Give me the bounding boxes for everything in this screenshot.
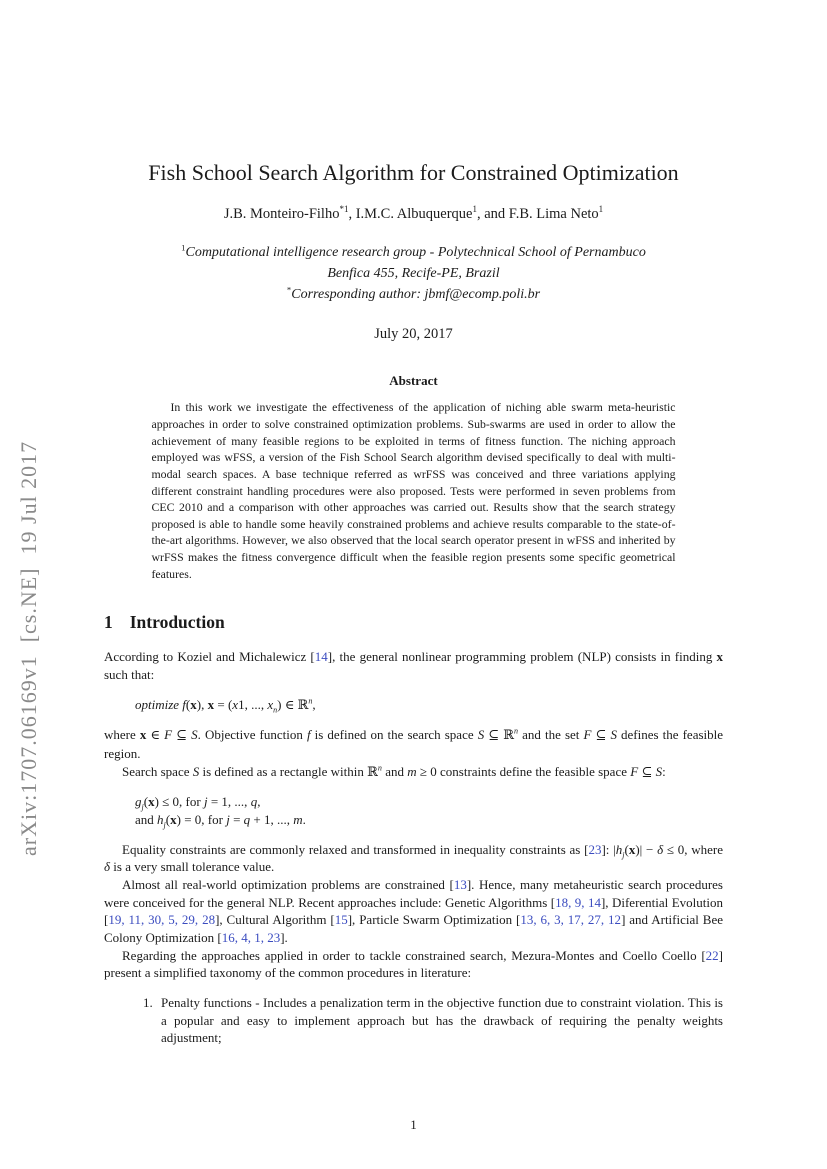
arxiv-watermark: arXiv:1707.06169v1 [cs.NE] 19 Jul 2017 <box>16 440 41 856</box>
section-number: 1 <box>104 612 113 633</box>
author-line: J.B. Monteiro-Filho$^{*1}$, I.M.C. Albuquerque$^1$, and F.B. Lima Neto$^1$ <box>223 204 604 223</box>
abstract-text: In this work we investigate the effectiveness of the application of niching able swarm meta-heuristic approaches in order to solve constrained optimization problems. Sub-swarms are used in order to allow the achievement of many feasible regions to be exploited in terms of fitness function. The niching approach employed was wFSS, a version of the Fish School Search algorithm devised specifically to deal with multi-modal search spaces. A base technique referred as wrFSS was conceived and three variations applying different constraint handling procedures were also proposed. Tests were performed in seven problems from CEC 2010 and a comparison with other approaches was carried out. Results show that the search strategy proposed is able to handle some heavily constrained problems and achieve results comparable to the state-of-the-art algorithms. However, we also observed that the local search operator present in wFSS and inherited by wrFSS makes the fitness convergence difficult when the feasible region presents some specific geometrical features. <box>151 400 676 581</box>
paper-content <box>104 0 723 1047</box>
citation-link[interactable]: 22 <box>705 947 719 963</box>
equation-constraints-line-2: and $h_j(x) = 0$, for j = q + 1, ..., m. <box>135 811 306 830</box>
taxonomy-list <box>143 994 723 1047</box>
citation-link[interactable]: 18, 9, 14 <box>555 894 601 910</box>
paragraph-taxonomy: Regarding the approaches applied in order to tackle constrained search, Mezura-Montes and Coello Coello [22] present a simplified taxonomy of the common procedures in literature: <box>104 947 723 981</box>
citation-link[interactable]: 23 <box>588 841 602 857</box>
citation-link[interactable]: 14 <box>314 649 328 665</box>
affiliation-line-1: $^1$Computational intelligence research group - Polytechnical School of Pernambuco <box>181 242 646 261</box>
section-title: Introduction <box>129 612 225 633</box>
equation-constraints-line-1: $g_j(x) \le 0$, for j = 1, ..., q, <box>135 794 261 812</box>
equation-optimize: optimize f(x), x = (x1, ..., $x_n$) ∈ ℝ$^n$, <box>135 696 316 715</box>
paragraph-equality-constraints: Equality constraints are commonly relaxed and transformed in inequality constraints as [23]: $|h_j(x)| - \delta \le 0$, where δ is a very small tolerance value. <box>104 841 723 875</box>
citation-link[interactable]: 15 <box>334 912 348 928</box>
abstract-section <box>152 373 676 582</box>
equation-constraints <box>135 793 723 828</box>
affiliation-line-3: *Corresponding author: jbmf@ecomp.poli.br <box>286 284 541 303</box>
page-number: 1 <box>410 1117 417 1132</box>
paragraph-search-space: Search space S is defined as a rectangle within ℝ$^n$ and m ≥ 0 constraints define the feasible space F ⊆ S: <box>122 763 666 780</box>
affiliation-line-2: Benfica 455, Recife-PE, Brazil <box>327 266 500 282</box>
paper-date: July 20, 2017 <box>374 326 453 343</box>
list-item-text: Penalty functions - Includes a penalization term in the objective function due to constraint violation. This is a popular and easy to implement approach but has the drawback of requiring the penalty weights adjustment; <box>161 995 723 1046</box>
citation-link[interactable]: 13 <box>453 876 467 892</box>
list-item-marker: 1. <box>143 995 153 1011</box>
paper-title: Fish School Search Algorithm for Constrained Optimization <box>148 160 679 185</box>
section-heading-introduction <box>104 612 723 633</box>
paragraph-metaheuristics: Almost all real-world optimization problems are constrained [13]. Hence, many metaheuristic search procedures were conceived for the general NLP. Recent approaches include: Genetic Algorithms [18, 9, 14], Diferential Evolution [19, 11, 30, 5, 29, 28], Cultural Algorithm [15], Particle Swarm Optimization [13, 6, 3, 17, 27, 12] and Artificial Bee Colony Optimization [16, 4, 1, 23]. <box>104 876 723 945</box>
paragraph-feasible-region: where x ∈ F ⊆ S. Objective function f is defined on the search space S ⊆ ℝ$^n$ and the set F ⊆ S defines the feasible region. <box>104 726 724 761</box>
affiliation-block <box>104 242 723 305</box>
citation-link[interactable]: 19, 11, 30, 5, 29, 28 <box>108 912 216 928</box>
citation-link[interactable]: 16, 4, 1, 23 <box>221 930 281 945</box>
abstract-heading: Abstract <box>389 373 438 389</box>
paragraph-nlp-definition: According to Koziel and Michalewicz [14], the general nonlinear programming problem (NLP) consists in finding x such that: <box>104 649 723 682</box>
list-item-penalty-functions <box>143 994 723 1047</box>
citation-link[interactable]: 13, 6, 3, 17, 27, 12 <box>520 912 622 928</box>
